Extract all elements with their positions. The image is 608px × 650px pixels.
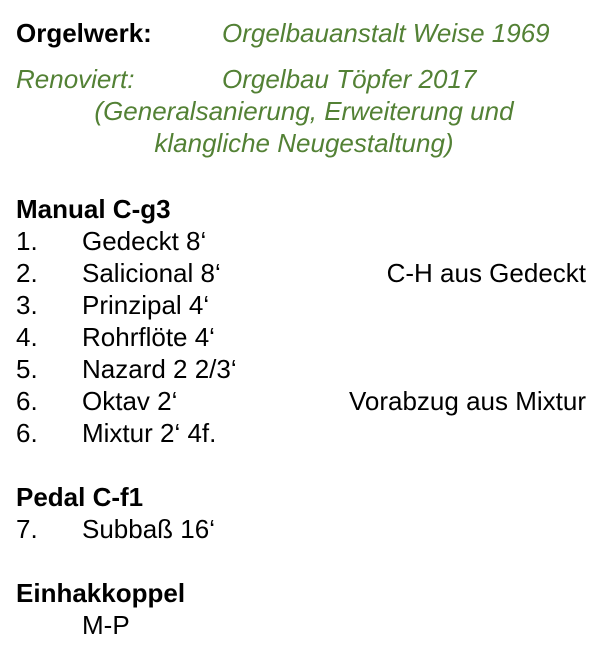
stop-name: Oktav 2‘ [82,386,178,416]
orgelwerk-value: Orgelbauanstalt Weise 1969 [222,18,550,48]
manual-title: Manual C-g3 [16,194,171,224]
stop-name: Mixtur 2‘ 4f. [82,418,217,448]
stop-number: 4. [16,322,38,352]
orgelwerk-label: Orgelwerk: [16,18,152,48]
renoviert-label: Renoviert: [16,64,135,94]
stop-name: Nazard 2 2/3‘ [82,354,237,384]
stop-number: 1. [16,226,38,256]
stop-name: Rohrflöte 4‘ [82,322,215,352]
stop-name: Gedeckt 8‘ [82,226,207,256]
stop-note: Vorabzug aus Mixtur [348,386,586,416]
renoviert-detail-line-1: (Generalsanierung, Erweiterung und [94,96,514,126]
stop-number: 5. [16,354,38,384]
stop-name: Salicional 8‘ [82,258,221,288]
stop-number: 3. [16,290,38,320]
stop-number: 2. [16,258,38,288]
renoviert-detail-line-2: klangliche Neugestaltung) [154,128,454,158]
stop-number: 6. [16,418,38,448]
pedal-title: Pedal C-f1 [16,482,144,512]
koppel-title: Einhakkoppel [16,578,186,608]
koppel-item: M-P [82,610,130,640]
stop-number: 7. [16,514,38,544]
renoviert-value: Orgelbau Töpfer 2017 [222,64,477,94]
stop-name: Subbaß 16‘ [82,514,215,544]
stop-note: C-H aus Gedeckt [386,258,586,288]
stop-number: 6. [16,386,38,416]
stop-name: Prinzipal 4‘ [82,290,210,320]
